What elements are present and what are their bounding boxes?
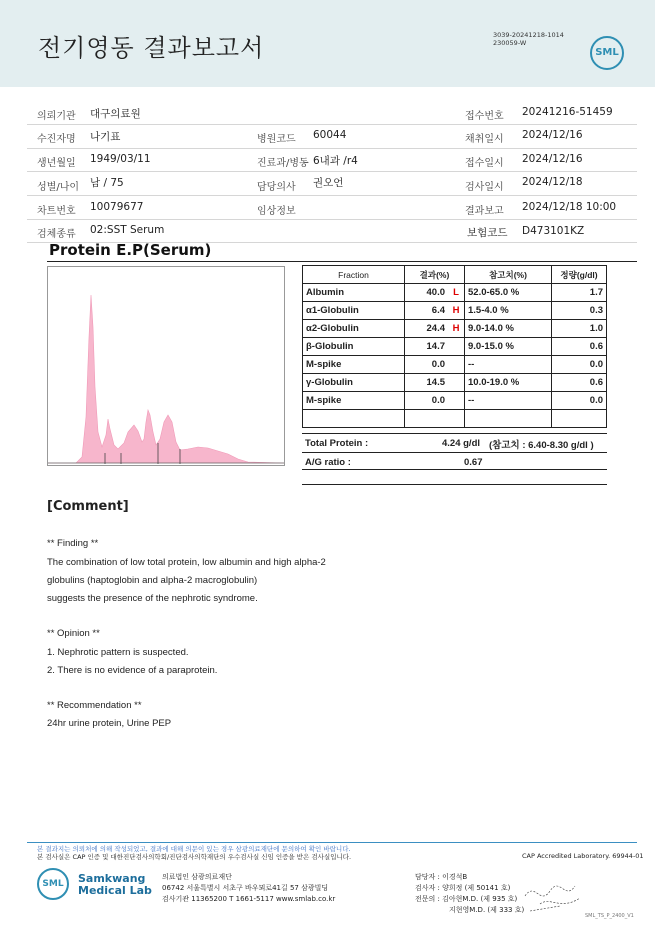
fraction-name: M-spike [303,392,405,410]
sml-logo: SML [590,36,624,70]
chart-no-value: 10079677 [90,201,144,213]
doctor-label: 담당의사 [257,182,296,193]
fraction-reference: 52.0-65.0 % [465,284,552,302]
electrophoresis-chart [47,266,285,466]
form-code: SML_TS_P_2400_V1 [585,913,634,919]
fraction-reference: 10.0-19.0 % [465,374,552,392]
fraction-flag [448,410,465,428]
fraction-result: 0.0 [405,392,449,410]
footer-notice2: 본 검사실은 CAP 인증 및 대한진단검사의학회/진단검사의학재단의 우수검사실 신임 인증을 받은 검사실입니다. [37,853,352,861]
divider [302,433,607,434]
fraction-flag: H [448,320,465,338]
insurance-value: D473101KZ [522,225,585,237]
report-title: 전기영동 결과보고서 [38,34,265,62]
institution-value: 대구의료원 [90,108,141,120]
fraction-result: 14.7 [405,338,449,356]
total-protein-label: Total Protein : [305,438,369,449]
table-row [303,284,607,302]
fraction-quantity: 1.7 [552,284,607,302]
electrophoresis-svg [48,267,284,465]
institution-label: 의뢰기관 [37,111,76,122]
doctor-value: 권오언 [313,177,344,189]
fraction-flag: L [448,284,465,302]
specimen-value: 02:SST Serum [90,224,165,236]
densitometry-curve [48,295,284,463]
sex-age-label: 성별/나이 [37,182,80,193]
table-row [303,374,607,392]
cap-accreditation: CAP Accredited Laboratory. 69944-01 [522,852,644,860]
fraction-quantity [552,410,607,428]
collect-date-label: 채취일시 [465,134,504,145]
exam-date-value: 2024/12/18 [522,176,583,188]
org-address: 06742 서울특별시 서초구 바우뫼로41길 57 삼광빌딩 [162,884,329,892]
header-quantity: 정량(g/dl) [552,266,607,284]
divider [27,195,637,196]
report-date-label: 결과보고 [465,206,504,217]
fraction-name [303,410,405,428]
fraction-reference: -- [465,356,552,374]
birth-value: 1949/03/11 [90,153,151,165]
fraction-result [405,410,449,428]
fraction-quantity: 0.6 [552,374,607,392]
fraction-result: 24.4 [405,320,449,338]
specimen-label: 검체종류 [37,229,76,240]
section-title: Protein E.P(Serum) [49,241,212,259]
exam-date-label: 검사일시 [465,182,504,193]
birth-label: 생년월일 [37,158,76,169]
fraction-flag [448,392,465,410]
fraction-name: β-Globulin [303,338,405,356]
fraction-name: α2-Globulin [303,320,405,338]
table-row [303,356,607,374]
hospital-code-value: 60044 [313,129,347,141]
logo-line1: Samkwang [78,872,146,885]
footer-logo-text [78,873,152,897]
fraction-name: M-spike [303,356,405,374]
divider [27,124,637,125]
receipt-date-value: 2024/12/16 [522,153,583,165]
divider [302,484,607,485]
dept-value: 6내과 /r4 [313,155,358,167]
footer-divider [27,842,637,843]
hospital-code-label: 병원코드 [257,134,296,145]
comment-line: The combination of low total protein, low albumin and high alpha-2 [47,557,326,568]
fraction-reference: 9.0-15.0 % [465,338,552,356]
fraction-result: 14.5 [405,374,449,392]
chart-no-label: 차트번호 [37,206,76,217]
fraction-reference: 1.5-4.0 % [465,302,552,320]
signature-stroke [525,886,580,911]
fraction-name: Albumin [303,284,405,302]
staff-tester: 검사자 : 양희정 (제 50141 호) [415,884,511,892]
fraction-name: γ-Globulin [303,374,405,392]
divider [302,452,607,453]
insurance-label: 보험코드 [467,227,508,239]
logo-line2: Medical Lab [78,884,152,897]
fraction-result: 40.0 [405,284,449,302]
fraction-quantity: 1.0 [552,320,607,338]
footer-sml-logo: SML [37,868,69,900]
header-code-line2: 230059-W [493,39,527,47]
fraction-flag [448,374,465,392]
fraction-quantity: 0.3 [552,302,607,320]
sex-age-value: 남 / 75 [90,177,124,189]
divider [27,219,637,220]
clinical-label: 임상정보 [257,206,296,217]
comment-line: globulins (haptoglobin and alpha-2 macroglobulin) [47,575,258,586]
collect-date-value: 2024/12/16 [522,129,583,141]
divider [27,171,637,172]
finding-heading: ** Finding ** [47,538,99,549]
table-header-row [303,266,607,284]
section-underline [47,261,637,262]
org-contact: 검사기관 11365200 T 1661-5117 www.smlab.co.kr [162,895,336,903]
fraction-quantity: 0.0 [552,392,607,410]
table-row [303,410,607,428]
header-code-line1: 3039-20241218-1014 [493,31,564,39]
receipt-date-label: 접수일시 [465,158,504,169]
fraction-quantity: 0.0 [552,356,607,374]
comment-line: suggests the presence of the nephrotic syndrome. [47,593,258,604]
header-result: 결과(%) [405,266,465,284]
recommendation-heading: ** Recommendation ** [47,700,142,711]
patient-value: 나기표 [90,131,121,143]
staff-specialist2: 지현영M.D. (제 333 호) [449,906,525,914]
table-row [303,320,607,338]
fraction-flag: H [448,302,465,320]
header-fraction: Fraction [303,266,405,284]
table-row [303,338,607,356]
fraction-reference: -- [465,392,552,410]
table-row [303,392,607,410]
receipt-no-label: 접수번호 [465,111,504,122]
org-name: 의료법인 삼광의료재단 [162,873,232,881]
header-reference: 참고치(%) [465,266,552,284]
ag-ratio-label: A/G ratio : [305,457,351,468]
comment-heading: [Comment] [47,499,129,514]
receipt-no-value: 20241216-51459 [522,106,613,118]
comment-line: 24hr urine protein, Urine PEP [47,718,172,729]
fraction-quantity: 0.6 [552,338,607,356]
fraction-flag [448,356,465,374]
fraction-result: 6.4 [405,302,449,320]
staff-specialist1: 전문의 : 김아현M.D. (제 935 호) [415,895,518,903]
total-protein-value: 4.24 g/dl [442,438,481,449]
comment-line: 1. Nephrotic pattern is suspected. [47,647,189,658]
fraction-result: 0.0 [405,356,449,374]
fraction-reference [465,410,552,428]
divider [27,148,637,149]
ag-ratio-value: 0.67 [464,457,483,468]
table-row [303,302,607,320]
dept-label: 진료과/병동 [257,158,309,169]
report-date-value: 2024/12/18 10:00 [522,201,617,213]
results-table [302,265,607,428]
divider [302,469,607,470]
patient-label: 수진자명 [37,134,76,145]
fraction-name: α1-Globulin [303,302,405,320]
staff-manager: 담당자 : 이경석B [415,873,468,881]
opinion-heading: ** Opinion ** [47,628,100,639]
signature-scribble [520,876,590,916]
footer-notice1: 본 결과지는 의뢰처에 의해 작성되었고, 결과에 대해 의문이 있는 경우 삼광의료재단에 문의하여 확인 바랍니다. [37,845,351,853]
fraction-reference: 9.0-14.0 % [465,320,552,338]
total-protein-reference: (참고치 : 6.40-8.30 g/dl ) [489,440,594,451]
fraction-flag [448,338,465,356]
comment-line: 2. There is no evidence of a paraprotein. [47,665,218,676]
